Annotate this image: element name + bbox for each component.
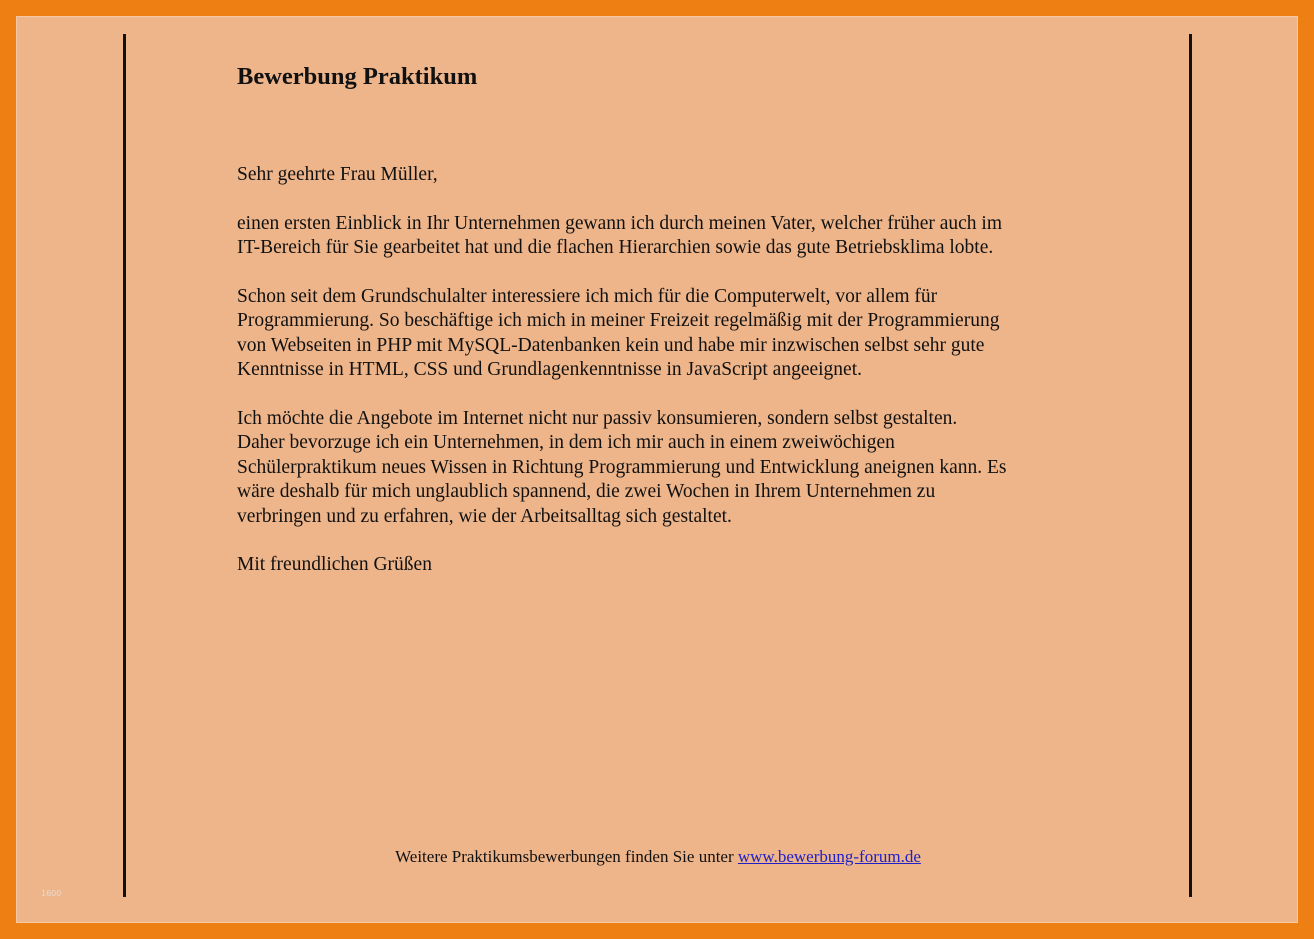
right-margin-rule: [1189, 34, 1192, 897]
letter-title: Bewerbung Praktikum: [237, 63, 478, 90]
footer-link[interactable]: www.bewerbung-forum.de: [737, 847, 921, 866]
letter-page: [16, 16, 1298, 923]
text-line: einen ersten Einblick in Ihr Unternehmen gewann ich durch meinen Vater, welcher früher auch im: [237, 212, 1003, 234]
paragraph-3: [237, 407, 1107, 530]
closing: Mit freundlichen Grüßen: [237, 554, 432, 575]
footer-text: Weitere Praktikumsbewerbungen finden Sie unter: [395, 847, 734, 866]
text-line: verbringen und zu erfahren, wie der Arbeitsalltag sich gestaltet.: [237, 505, 732, 527]
footer: [17, 847, 1299, 867]
text-line: Ich möchte die Angebote im Internet nicht nur passiv konsumieren, sondern selbst gestalten.: [237, 407, 958, 429]
text-line: Schon seit dem Grundschulalter interessiere ich mich für die Computerwelt, vor allem für: [237, 285, 938, 307]
paragraph-2: [237, 285, 1107, 383]
text-line: wäre deshalb für mich unglaublich spannend, die zwei Wochen in Ihrem Unternehmen zu: [237, 481, 936, 502]
salutation: Sehr geehrte Frau Müller,: [237, 164, 438, 185]
text-line: Daher bevorzuge ich ein Unternehmen, in dem ich mir auch in einem zweiwöchigen: [237, 432, 895, 453]
text-line: IT-Bereich für Sie gearbeitet hat und die flachen Hierarchien sowie das gute Betriebsklima lobte.: [237, 237, 994, 258]
corner-watermark: 1600: [41, 889, 62, 898]
letter-body: [237, 61, 1107, 578]
text-line: von Webseiten in PHP mit MySQL-Datenbanken kein und habe mir inzwischen selbst sehr gute: [237, 334, 985, 356]
paragraph-1: [237, 212, 1107, 261]
text-line: Schülerpraktikum neues Wissen in Richtung Programmierung und Entwicklung aneignen kann. Es: [237, 456, 1007, 478]
left-margin-rule: [123, 34, 126, 897]
text-line: Kenntnisse in HTML, CSS und Grundlagenkenntnisse in JavaScript angeeignet.: [237, 359, 862, 380]
text-line: Programmierung. So beschäftige ich mich in meiner Freizeit regelmäßig mit der Programmierung: [237, 310, 1000, 331]
